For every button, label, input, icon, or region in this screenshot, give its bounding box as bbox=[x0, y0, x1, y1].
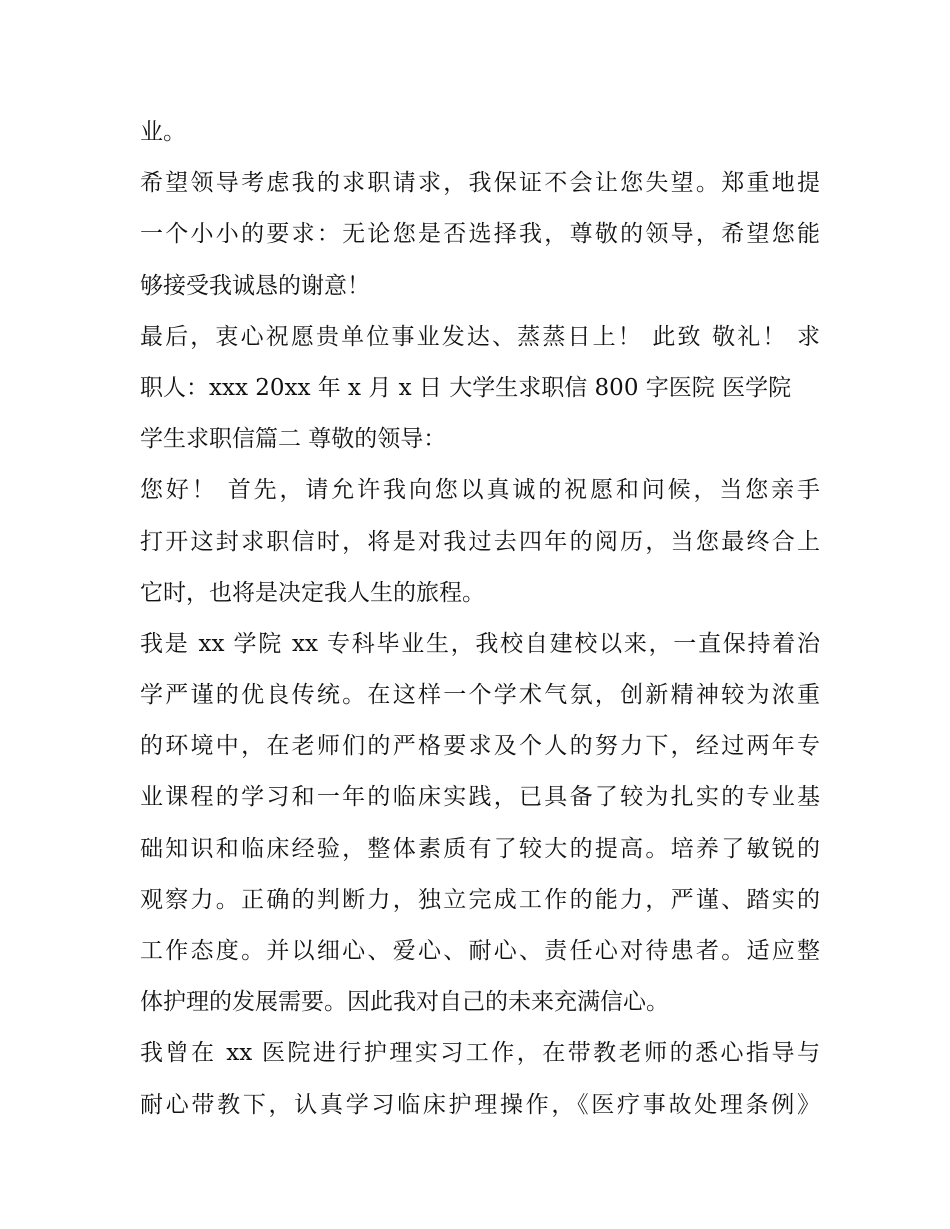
text-line: 够接受我诚恳的谢意！ bbox=[140, 272, 370, 299]
text-line: 职人：xxx 20xx 年 x 月 x 日 大学生求职信 800 字医院 医学院 bbox=[140, 374, 792, 401]
text-line: 我是 xx 学院 xx 专科毕业生，我校自建校以来，一直保持着治 bbox=[140, 630, 820, 657]
text-line: 希望领导考虑我的求职请求，我保证不会让您失望。郑重地提 bbox=[140, 170, 820, 197]
text-line: 打开这封求职信时，将是对我过去四年的阅历，当您最终合上 bbox=[140, 528, 820, 555]
text-line: 业。 bbox=[140, 119, 186, 145]
text-line: 学生求职信篇二 尊敬的领导： bbox=[140, 426, 447, 453]
text-line: 它时，也将是决定我人生的旅程。 bbox=[140, 579, 485, 606]
text-line: 体护理的发展需要。因此我对自己的未来充满信心。 bbox=[140, 989, 669, 1016]
text-line: 的环境中，在老师们的严格要求及个人的努力下，经过两年专 bbox=[140, 733, 820, 760]
text-line: 您好！ 首先，请允许我向您以真诚的祝愿和问候，当您亲手 bbox=[140, 477, 820, 504]
text-line: 工作态度。并以细心、爱心、耐心、责任心对待患者。适应整 bbox=[140, 938, 820, 964]
text-line: 耐心带教下，认真学习临床护理操作，《医疗事故处理条例》 bbox=[140, 1091, 820, 1118]
letter-body bbox=[140, 107, 820, 1131]
text-line: 我曾在 xx 医院进行护理实习工作，在带教老师的悉心指导与 bbox=[140, 1040, 820, 1067]
text-line: 业课程的学习和一年的临床实践，已具备了较为扎实的专业基 bbox=[140, 784, 820, 811]
text-line: 础知识和临床经验，整体素质有了较大的提高。培养了敏锐的 bbox=[140, 835, 820, 862]
text-line: 一个小小的要求：无论您是否选择我，尊敬的领导，希望您能 bbox=[140, 221, 820, 248]
text-line: 观察力。正确的判断力，独立完成工作的能力，严谨、踏实的 bbox=[140, 886, 820, 913]
text-line: 最后，衷心祝愿贵单位事业发达、蒸蒸日上！ 此致 敬礼！ 求 bbox=[140, 323, 820, 350]
text-line: 学严谨的优良传统。在这样一个学术气氛，创新精神较为浓重 bbox=[140, 682, 820, 709]
